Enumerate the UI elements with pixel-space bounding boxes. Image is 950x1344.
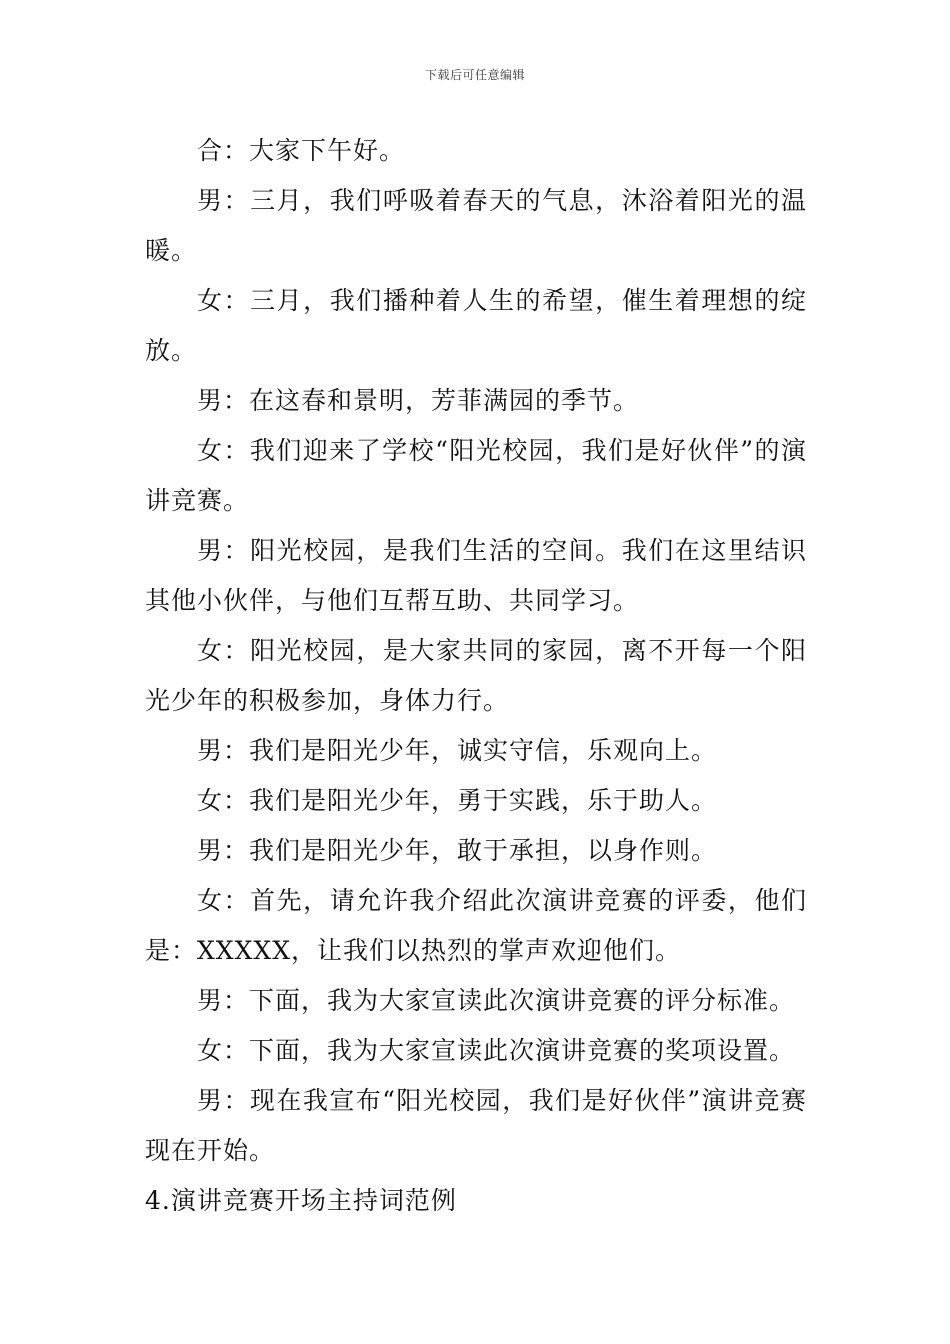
paragraph: 合：大家下午好。 (197, 136, 406, 165)
paragraph: 女：我们迎来了学校“阳光校园，我们是好伙伴”的演讲竞赛。 (145, 436, 807, 515)
section-heading: 4.演讲竞赛开场主持词范例 (145, 1186, 457, 1215)
paragraph: 女：下面，我为大家宣读此次演讲竞赛的奖项设置。 (197, 1036, 796, 1065)
header-note: 下载后可任意编辑 (424, 68, 525, 82)
paragraph: 男：现在我宣布“阳光校园，我们是好伙伴”演讲竞赛现在开始。 (145, 1086, 807, 1165)
paragraph: 男：三月，我们呼吸着春天的气息，沐浴着阳光的温暖。 (145, 186, 807, 265)
paragraph: 女：阳光校园，是大家共同的家园，离不开每一个阳光少年的积极参加，身体力行。 (145, 636, 807, 715)
paragraph: 男：我们是阳光少年，敢于承担，以身作则。 (197, 836, 718, 865)
paragraph: 女：我们是阳光少年，勇于实践，乐于助人。 (197, 786, 718, 815)
paragraph: 女：首先，请允许我介绍此次演讲竞赛的评委，他们是：XXXXX，让我们以热烈的掌声欢迎他们。 (145, 886, 807, 965)
paragraph: 男：在这春和景明，芳菲满园的季节。 (197, 386, 640, 415)
paragraph: 男：下面，我为大家宣读此次演讲竞赛的评分标准。 (197, 986, 796, 1015)
document-body (145, 126, 807, 1226)
paragraph: 男：我们是阳光少年，诚实守信，乐观向上。 (197, 736, 718, 765)
paragraph: 男：阳光校园，是我们生活的空间。我们在这里结识其他小伙伴，与他们互帮互助、共同学习。 (145, 536, 807, 615)
paragraph: 女：三月，我们播种着人生的希望，催生着理想的绽放。 (145, 286, 807, 365)
